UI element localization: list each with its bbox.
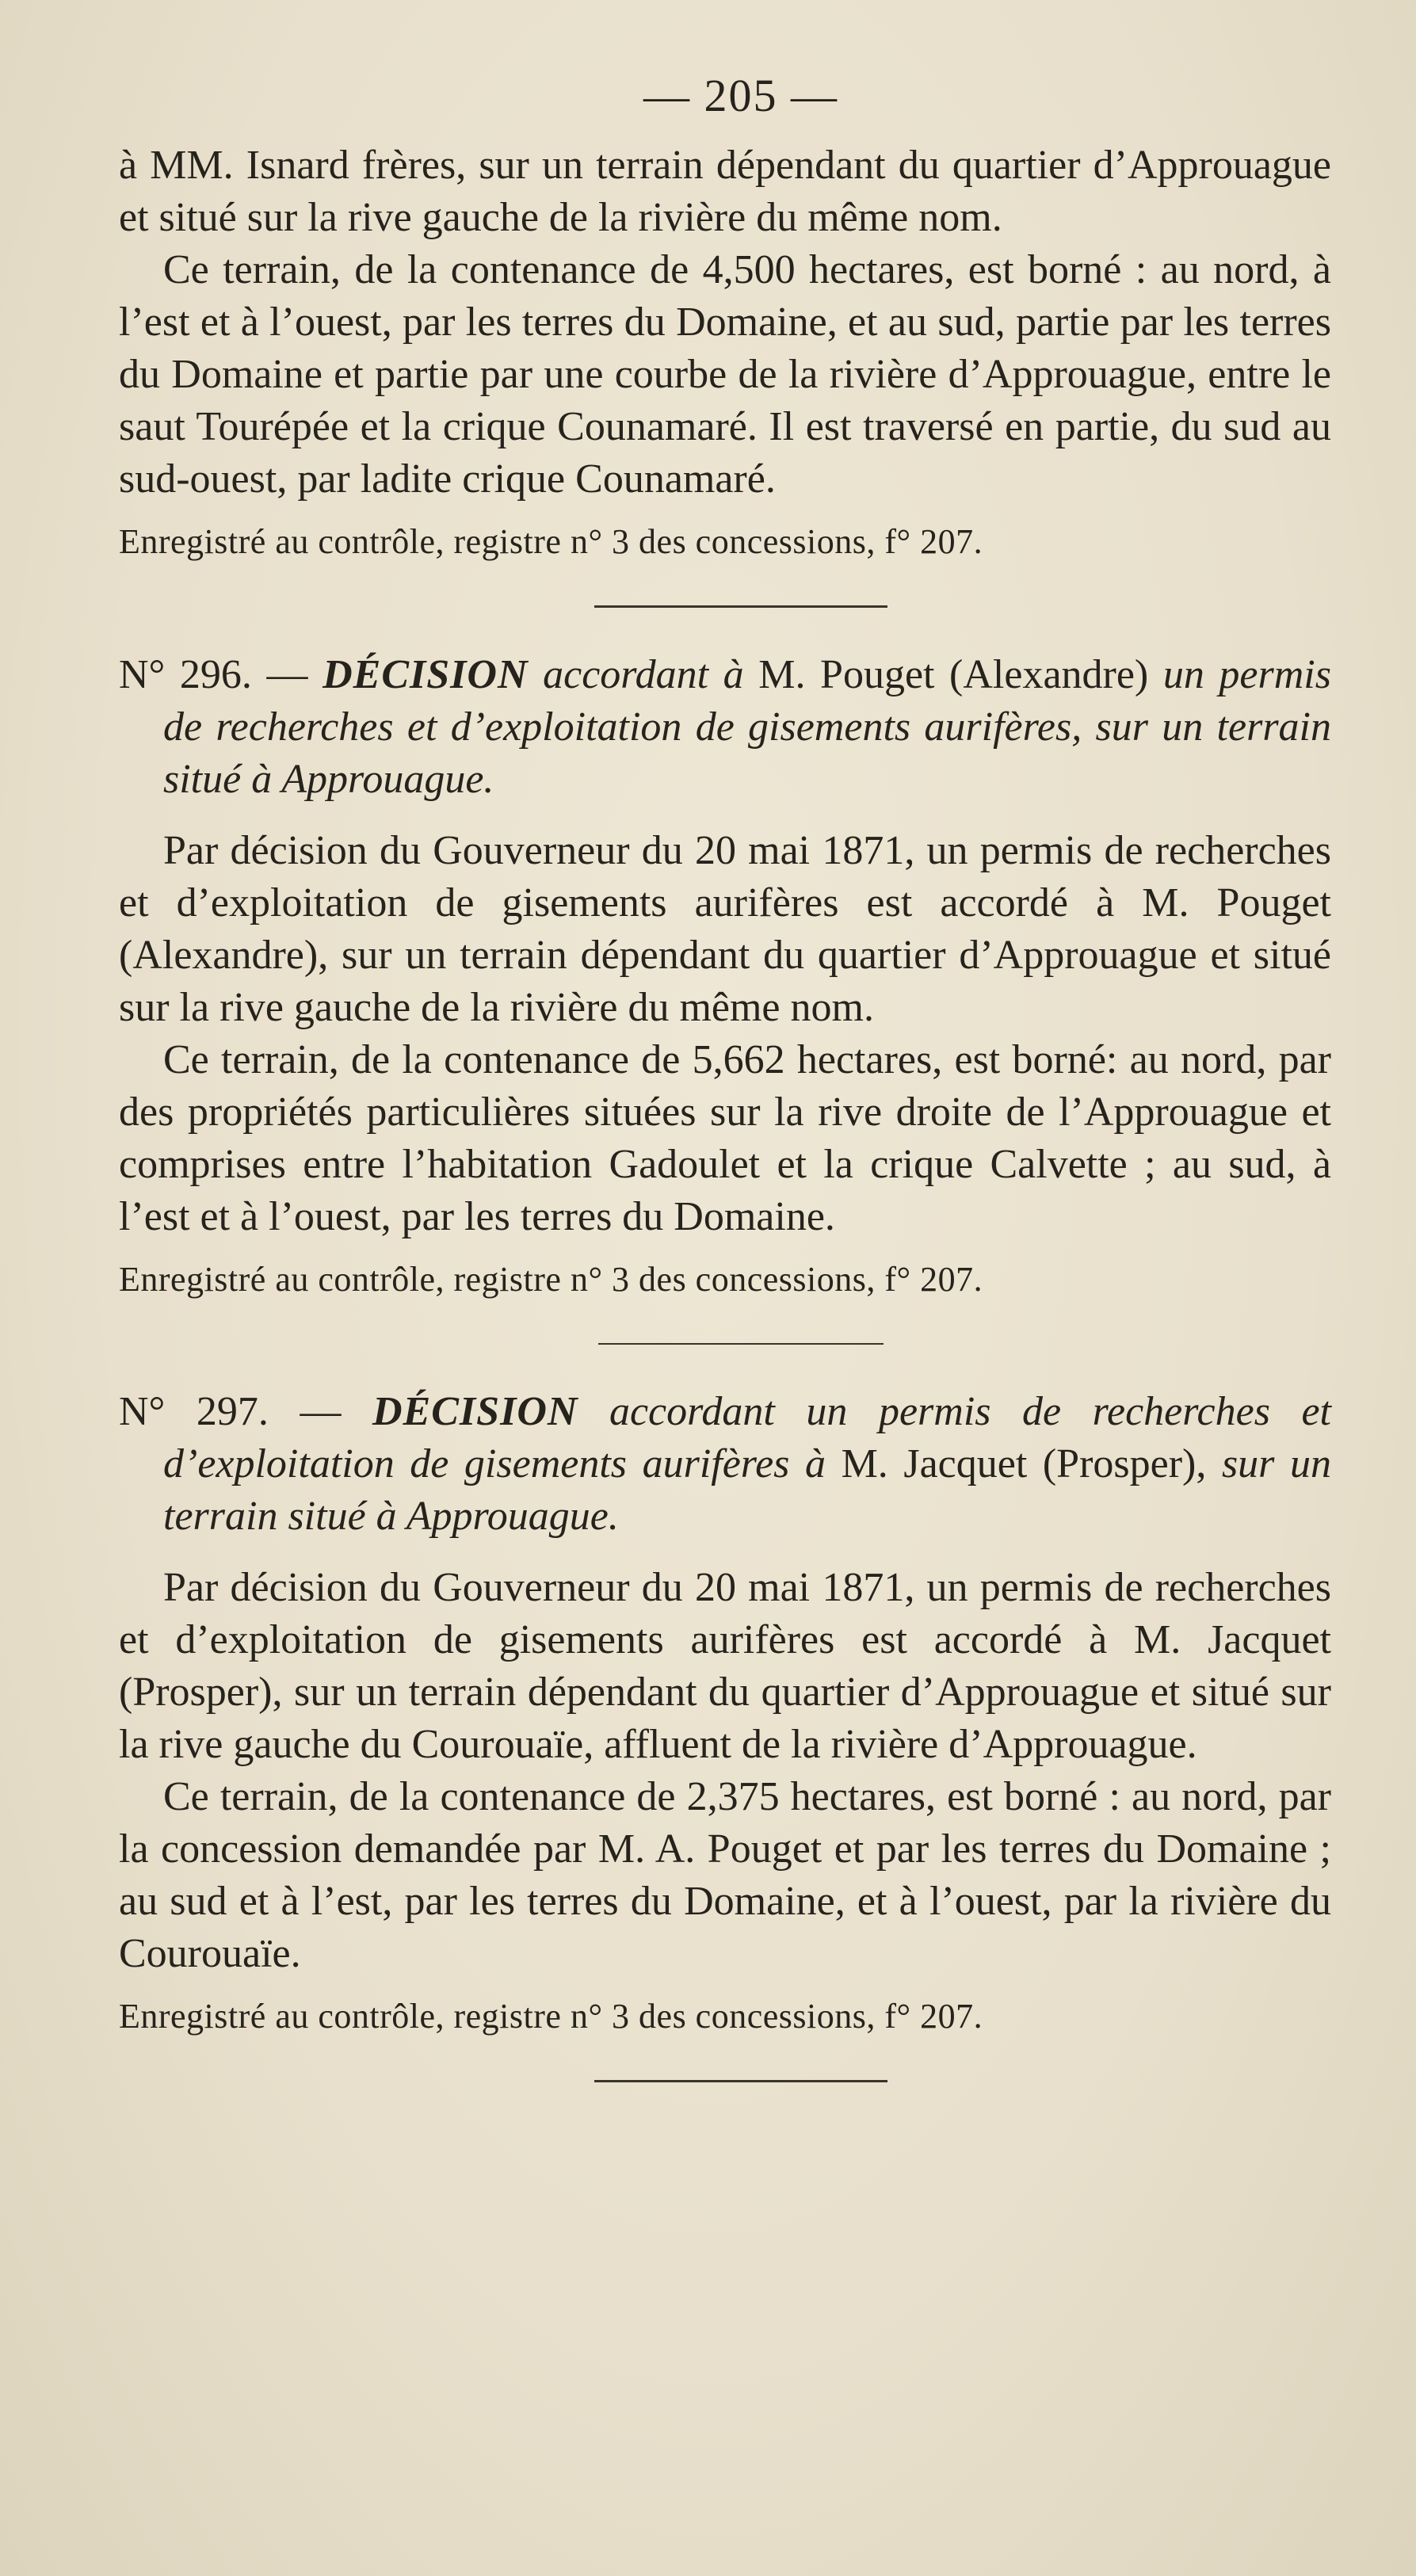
entry-297-number: N° 297. (119, 1389, 269, 1434)
entry-296-paragraph-1: Par décision du Gouverneur du 20 mai 1871, un permis de recherches et d’exploitation de gisements aurifères est accordé à M. Pouget (Alexandre), sur un terrain dépendant du quartier d’Approuague et situé sur la rive gauche de la rivière du même nom. (119, 828, 1331, 1030)
entry-296-dash: — (251, 652, 323, 697)
intro-registration: Enregistré au contrôle, registre n° 3 des concessions, f° 207. (119, 522, 983, 561)
section-divider (594, 605, 887, 608)
entry-297-heading-part-2: sur un terrain situé à Approuague. (163, 1441, 1331, 1539)
entry-296-paragraph-2: Ce terrain, de la contenance de 5,662 hectares, est borné: au nord, par des propriétés particulières situées sur la rive droite de l’Approuague et comprises entre l’habitation Gadoulet et la crique Calvette ; au sud, à l’est et à l’ouest, par les terres du Domaine. (119, 1037, 1331, 1239)
entry-297-heading (119, 1386, 1331, 1543)
intro-paragraph-2: Ce terrain, de la contenance de 4,500 hectares, est borné : au nord, à l’est et à l’ouest, par les terres du Domaine, et au sud, partie par les terres du Domaine et partie par une courbe de la rivière d’Approuague, entre le saut Tourépée et la crique Counamaré. Il est traversé en partie, du sud au sud-ouest, par ladite crique Counamaré. (119, 247, 1331, 502)
entry-297-registration: Enregistré au contrôle, registre n° 3 des concessions, f° 207. (119, 1997, 983, 2036)
entry-296-person: M. Pouget (Alexandre) (758, 652, 1149, 697)
entry-296-registration: Enregistré au contrôle, registre n° 3 des concessions, f° 207. (119, 1260, 983, 1299)
section-divider (598, 1343, 884, 1345)
entry-297-paragraph-2: Ce terrain, de la contenance de 2,375 hectares, est borné : au nord, par la concession demandée par M. A. Pouget et par les terres du Domaine ; au sud et à l’est, par les terres du Domaine, et à l’ouest, par la rivière du Courouaïe. (119, 1774, 1331, 1976)
page-number: — 205 — (643, 70, 838, 121)
entry-297-heading-part-1: accordant un permis de recherches et d’exploitation de gisements aurifères à (163, 1389, 1332, 1486)
entry-297-dash: — (268, 1389, 372, 1434)
entry-297-decision: DÉCISION (372, 1389, 578, 1434)
entry-296-number: N° 296. (119, 652, 252, 697)
entry-296-decision: DÉCISION (323, 652, 529, 697)
section-divider (594, 2080, 887, 2082)
entry-297-person: M. Jacquet (Prosper), (841, 1441, 1207, 1486)
page-content (119, 70, 1332, 2124)
entry-296-heading (119, 649, 1331, 806)
entry-297-paragraph-1: Par décision du Gouverneur du 20 mai 1871, un permis de recherches et d’exploitation de gisements aurifères est accordé à M. Jacquet (Prosper), sur un terrain dépendant du quartier d’Approuague et situé sur la rive gauche du Courouaïe, affluent de la rivière d’Approuague. (119, 1565, 1331, 1767)
intro-paragraph-1: à MM. Isnard frères, sur un terrain dépendant du quartier d’Approuague et situé sur la rive gauche de la rivière du même nom. (119, 143, 1331, 240)
entry-296-heading-part-1: accordant à (528, 652, 759, 697)
entry-296-heading-part-2: un permis de recherches et d’exploitation de gisements aurifères, sur un terrain situé à Approuague. (163, 652, 1331, 802)
